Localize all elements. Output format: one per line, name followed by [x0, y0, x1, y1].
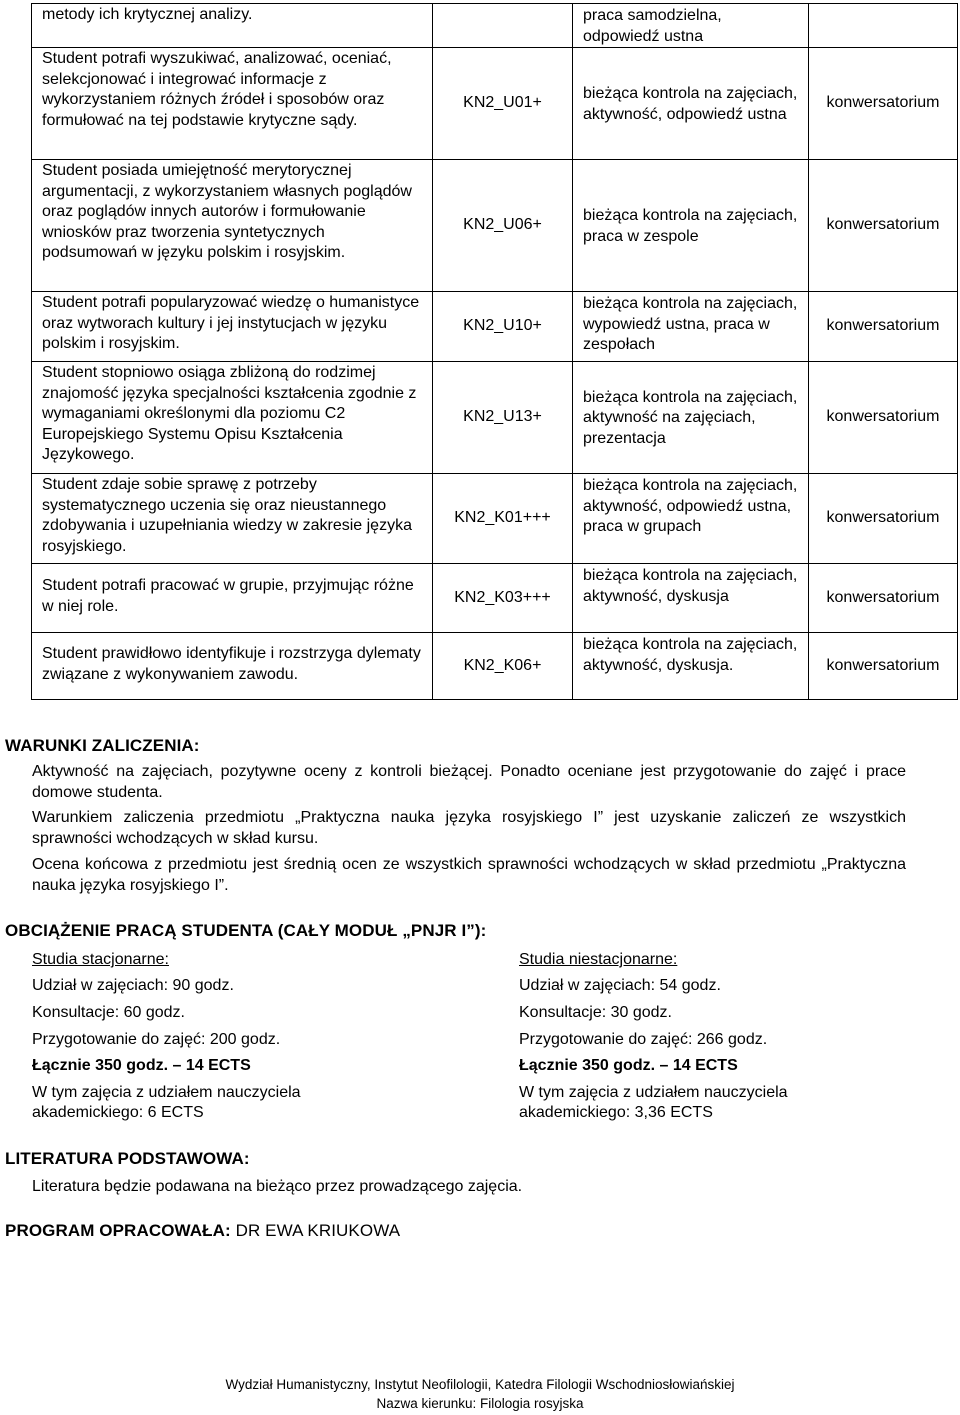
outcome-code: KN2_U06+	[433, 160, 573, 292]
outcome-code: KN2_K06+	[433, 633, 573, 700]
conditions-paragraph-3: Ocena końcowa z przedmiotu jest średnią ocen ze wszystkich sprawności wchodzących w skład przedmiotu „Praktyczna nauka języka rosyjskiego I”.	[32, 856, 906, 894]
table-row	[32, 160, 958, 292]
learning-outcomes-table	[31, 3, 958, 700]
outcome-code: KN2_K03+++	[433, 564, 573, 633]
outcome-description: Student potrafi wyszukiwać, analizować, oceniać, selekcjonować i integrować informacje z wykorzystaniem różnych źródeł i sposobów oraz formułować na tej podstawie krytyczne sądy.	[32, 48, 433, 160]
verification-method: bieżąca kontrola na zajęciach, aktywność, odpowiedź ustna, praca w grupach	[573, 474, 809, 564]
table-row	[32, 474, 958, 564]
fulltime-teacher-line-1: W tym zajęcia z udziałem nauczyciela	[32, 1084, 301, 1101]
literature-text: Literatura będzie podawana na bieżąco przez prowadzącego zajęcia.	[32, 1178, 523, 1195]
outcome-description: Student prawidłowo identyfikuje i rozstrzyga dylematy związane z wykonywaniem zawodu.	[32, 633, 433, 700]
verification-method: bieżąca kontrola na zajęciach, aktywność, dyskusja	[573, 564, 809, 633]
outcome-description: Student posiada umiejętność merytorycznej argumentacji, z wykorzystaniem własnych poglądów oraz poglądów innych autorów i formułowanie wniosków praz tworzenia syntetycznych podsumowań w języku polskim i rosyjskim.	[32, 160, 433, 292]
conditions-paragraph-2: Warunkiem zaliczenia przedmiotu „Praktyczna nauka języka rosyjskiego I” jest uzyskanie zaliczeń ze wszystkich sprawności wchodzących w skład kursu.	[32, 809, 906, 847]
outcome-code: KN2_U10+	[433, 292, 573, 362]
footer-faculty: Wydział Humanistyczny, Instytut Neofilologii, Katedra Filologii Wschodniosłowiańskiej	[225, 1377, 735, 1392]
fulltime-classes: Udział w zajęciach: 90 godz.	[32, 977, 234, 994]
fulltime-teacher-line-2: akademickiego: 6 ECTS	[32, 1104, 204, 1121]
verification-method: bieżąca kontrola na zajęciach, wypowiedź ustna, praca w zespołach	[573, 292, 809, 362]
fulltime-preparation: Przygotowanie do zajęć: 200 godz.	[32, 1031, 281, 1048]
class-form: konwersatorium	[809, 160, 958, 292]
parttime-consultations: Konsultacje: 30 godz.	[519, 1004, 672, 1021]
fulltime-consultations: Konsultacje: 60 godz.	[32, 1004, 185, 1021]
table-row	[32, 292, 958, 362]
outcome-code: KN2_U01+	[433, 48, 573, 160]
parttime-title: Studia niestacjonarne:	[519, 951, 678, 968]
parttime-classes: Udział w zajęciach: 54 godz.	[519, 977, 721, 994]
class-form: konwersatorium	[809, 633, 958, 700]
class-form: konwersatorium	[809, 564, 958, 633]
class-form: konwersatorium	[809, 292, 958, 362]
workload-heading: OBCIĄŻENIE PRACĄ STUDENTA (CAŁY MODUŁ „PNJR I”):	[5, 921, 487, 940]
verification-method: praca samodzielna, odpowiedź ustna	[573, 4, 809, 48]
parttime-preparation: Przygotowanie do zajęć: 266 godz.	[519, 1031, 768, 1048]
program-label: PROGRAM OPRACOWAŁA:	[5, 1221, 231, 1240]
parttime-teacher-line-2: akademickiego: 3,36 ECTS	[519, 1104, 713, 1121]
verification-method: bieżąca kontrola na zajęciach, aktywność, dyskusja.	[573, 633, 809, 700]
literature-heading: LITERATURA PODSTAWOWA:	[5, 1149, 250, 1168]
outcome-description: metody ich krytycznej analizy.	[32, 4, 433, 48]
workload-fulltime	[32, 950, 492, 1130]
class-form: konwersatorium	[809, 474, 958, 564]
table-row	[32, 4, 958, 48]
workload-parttime	[519, 950, 939, 1130]
class-form	[809, 4, 958, 48]
program-author-name: DR EWA KRIUKOWA	[235, 1221, 401, 1240]
fulltime-total: Łącznie 350 godz. – 14 ECTS	[32, 1057, 251, 1074]
conditions-paragraph-1: Aktywność na zajęciach, pozytywne oceny z kontroli bieżącej. Ponadto oceniane jest przygotowanie do zajęć i prace domowe studenta.	[32, 763, 906, 801]
table-row	[32, 362, 958, 474]
class-form: konwersatorium	[809, 362, 958, 474]
outcome-description: Student potrafi pracować w grupie, przyjmując różne w niej role.	[32, 564, 433, 633]
verification-method: bieżąca kontrola na zajęciach, praca w zespole	[573, 160, 809, 292]
outcome-code	[433, 4, 573, 48]
parttime-teacher-line-1: W tym zajęcia z udziałem nauczyciela	[519, 1084, 788, 1101]
conditions-heading: WARUNKI ZALICZENIA:	[5, 736, 200, 755]
table-row	[32, 48, 958, 160]
outcome-description: Student potrafi popularyzować wiedzę o humanistyce oraz wytworach kultury i jej instytucjach w języku polskim i rosyjskim.	[32, 292, 433, 362]
outcome-description: Student zdaje sobie sprawę z potrzeby systematycznego uczenia się oraz nieustannego zdobywania i uzupełniania wiedzy w zakresie języka rosyjskiego.	[32, 474, 433, 564]
fulltime-title: Studia stacjonarne:	[32, 951, 169, 968]
footer-field: Nazwa kierunku: Filologia rosyjska	[376, 1396, 584, 1411]
outcome-code: KN2_K01+++	[433, 474, 573, 564]
class-form: konwersatorium	[809, 48, 958, 160]
outcome-description: Student stopniowo osiąga zbliżoną do rodzimej znajomość języka specjalności kształcenia zgodnie z wymaganiami określonymi dla poziomu C2 Europejskiego Systemu Opisu Kształcenia Językowego.	[32, 362, 433, 474]
outcome-code: KN2_U13+	[433, 362, 573, 474]
table-row	[32, 633, 958, 700]
verification-method: bieżąca kontrola na zajęciach, aktywność, odpowiedź ustna	[573, 48, 809, 160]
program-author	[5, 1221, 400, 1241]
table-row	[32, 564, 958, 633]
verification-method: bieżąca kontrola na zajęciach, aktywność na zajęciach, prezentacja	[573, 362, 809, 474]
parttime-total: Łącznie 350 godz. – 14 ECTS	[519, 1057, 738, 1074]
